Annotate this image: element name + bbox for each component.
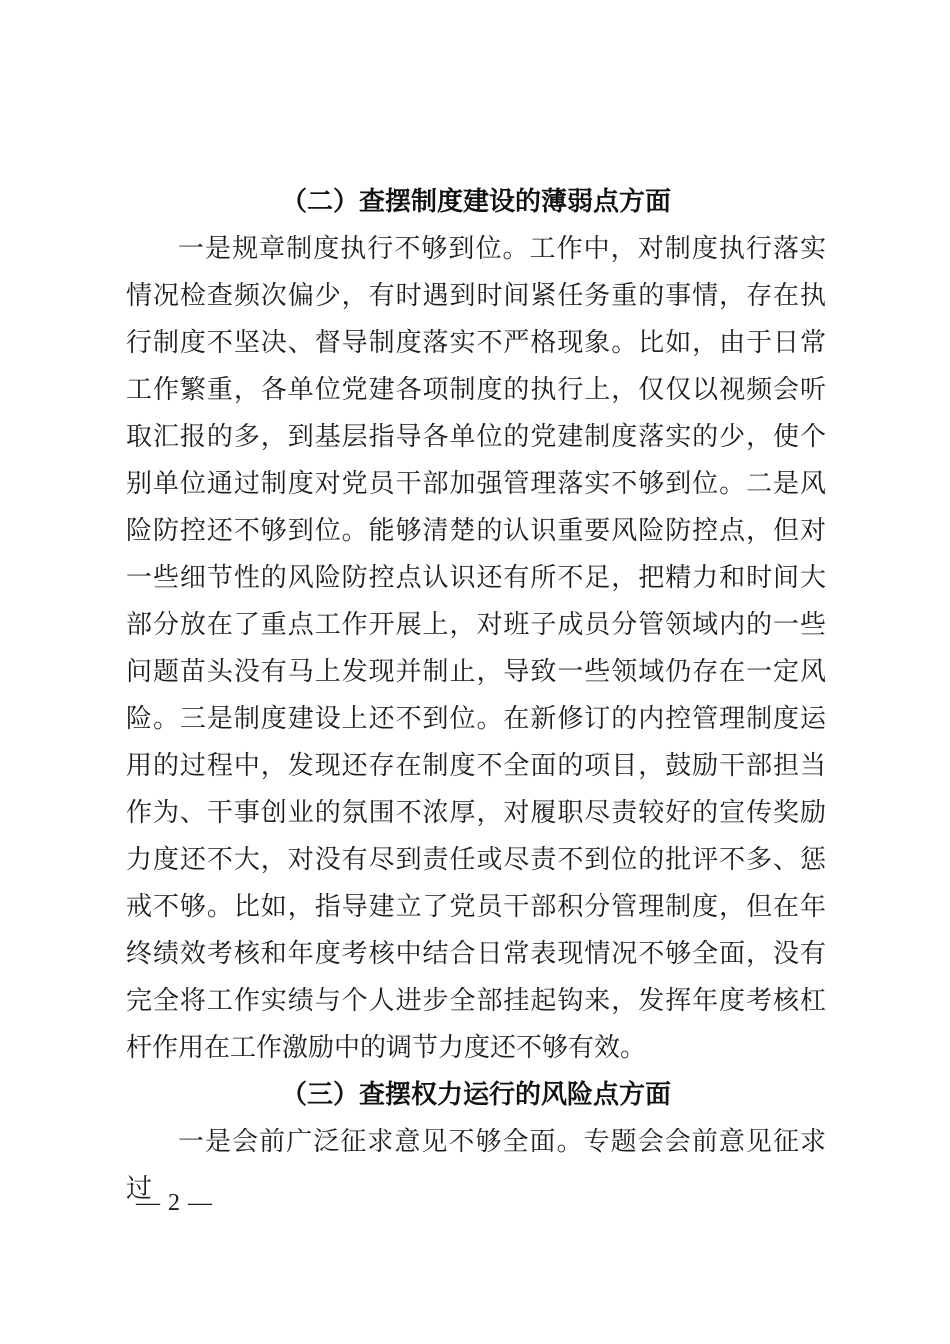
page-number: — 2 — (136, 1190, 213, 1216)
section-paragraph-3: 一是会前广泛征求意见不够全面。专题会会前意见征求过 (126, 1127, 826, 1203)
section-heading-3: （三）查摆权力运行的风险点方面 (280, 1080, 671, 1109)
document-content (126, 178, 826, 1212)
section-heading-2: （二）查摆制度建设的薄弱点方面 (280, 187, 671, 216)
section-paragraph-2: 一是规章制度执行不够到位。工作中，对制度执行落实情况检查频次偏少，有时遇到时间紧任务重的事情，存在执行制度不坚决、督导制度落实不严格现象。比如，由于日常工作繁重，各单位党建各项制度的执行上，仅仅以视频会听取汇报的多，到基层指导各单位的党建制度落实的少，使个别单位通过制度对党员干部加强管理落实不够到位。二是风险防控还不够到位。能够清楚的认识重要风险防控点，但对一些细节性的风险防控点认识还有所不足，把精力和时间大部分放在了重点工作开展上，对班子成员分管领域内的一些问题苗头没有马上发现并制止，导致一些领域仍存在一定风险。三是制度建设上还不到位。在新修订的内控管理制度运用的过程中，发现还存在制度不全面的项目，鼓励干部担当作为、干事创业的氛围不浓厚，对履职尽责较好的宣传奖励力度还不大，对没有尽到责任或尽责不到位的批评不多、惩戒不够。比如，指导建立了党员干部积分管理制度，但在年终绩效考核和年度考核中结合日常表现情况不够全面，没有完全将工作实绩与个人进步全部挂起钩来，发挥年度考核杠杆作用在工作激励中的调节力度还不够有效。 (126, 234, 826, 1062)
